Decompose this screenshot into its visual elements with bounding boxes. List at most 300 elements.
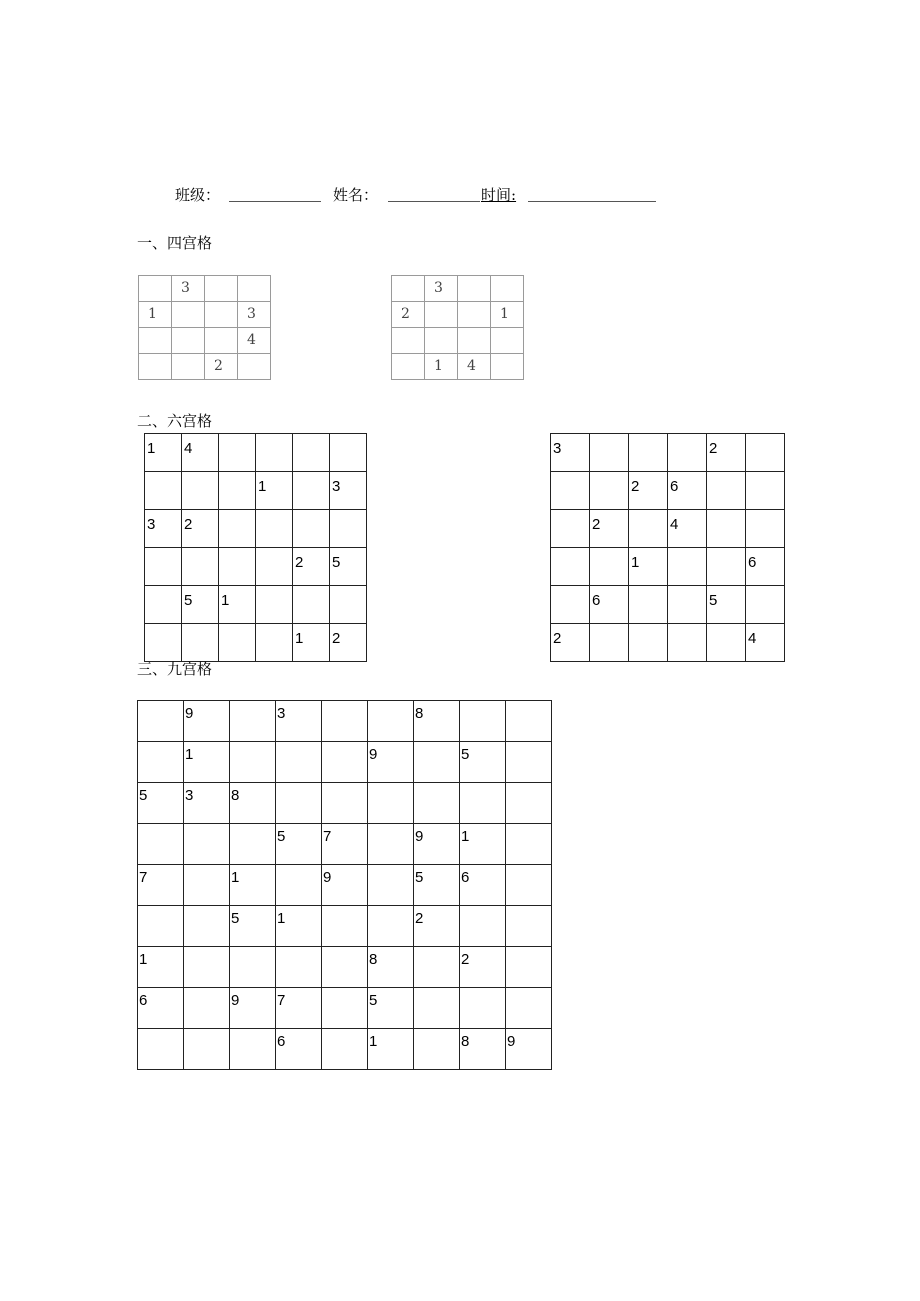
grid-cell[interactable] [460,783,506,824]
grid-cell[interactable] [322,783,368,824]
grid-cell[interactable] [414,988,460,1029]
cell-value [506,783,551,787]
grid-cell[interactable] [460,742,506,783]
grid-cell[interactable] [506,988,552,1029]
grid-cell[interactable] [322,947,368,988]
grid-row [139,354,271,380]
grid-cell[interactable] [182,624,219,662]
grid-cell[interactable] [414,701,460,742]
cell-value: 6 [748,554,757,571]
cell-value: 5 [184,592,193,609]
cell-value [590,624,628,630]
grid-cell[interactable] [293,434,330,472]
grid-cell[interactable] [184,1029,230,1070]
grid-row [392,328,524,354]
grid-cell[interactable] [219,586,256,624]
grid-cell[interactable] [414,906,460,947]
grid-cell[interactable] [138,947,184,988]
grid-cell[interactable] [707,548,746,586]
grid-cell[interactable] [184,824,230,865]
grid-cell[interactable] [238,276,271,302]
grid-cell[interactable] [139,328,172,354]
grid-cell[interactable] [219,548,256,586]
grid-cell[interactable] [219,472,256,510]
cell-value [668,586,706,592]
cell-value: 8 [415,705,424,722]
name-field[interactable] [388,201,480,202]
grid-cell[interactable] [172,354,205,380]
cell-value [368,701,413,705]
grid-cell[interactable] [368,865,414,906]
cell-value [392,354,424,358]
cell-value: 1 [185,746,194,763]
grid-cell[interactable] [139,276,172,302]
cell-value [629,586,667,592]
cell-value: 2 [553,630,562,647]
time-field[interactable] [528,201,656,202]
cell-value [629,624,667,630]
cell-value: 8 [231,787,240,804]
grid-cell[interactable] [551,624,590,662]
grid-cell[interactable] [414,947,460,988]
grid-cell[interactable] [491,302,524,328]
grid-cell[interactable] [506,947,552,988]
cell-value [425,302,457,306]
cell-value: 9 [185,705,194,722]
cell-value [551,548,589,554]
cell-value [629,510,667,516]
grid-cell[interactable] [460,824,506,865]
grid-row [145,586,367,624]
grid-cell[interactable] [668,434,707,472]
grid-cell[interactable] [425,328,458,354]
grid-cell[interactable] [184,742,230,783]
grid-cell[interactable] [458,354,491,380]
grid-cell[interactable] [746,548,785,586]
grid-cell[interactable] [392,354,425,380]
cell-value: 3 [247,306,256,322]
grid-cell[interactable] [368,783,414,824]
grid-cell[interactable] [460,865,506,906]
grid-cell[interactable] [138,783,184,824]
grid-cell[interactable] [293,548,330,586]
grid-cell[interactable] [322,742,368,783]
cell-value [551,472,589,478]
cell-value: 2 [401,306,410,322]
class-field[interactable] [229,201,321,202]
cell-value: 7 [139,869,148,886]
grid-cell[interactable] [491,276,524,302]
grid-cell[interactable] [138,824,184,865]
grid-cell[interactable] [276,701,322,742]
grid-cell[interactable] [491,354,524,380]
grid-row [138,865,552,906]
grid-cell[interactable] [256,624,293,662]
cell-value [590,434,628,440]
grid-cell[interactable] [184,947,230,988]
grid-cell[interactable] [551,472,590,510]
grid-cell[interactable] [230,1029,276,1070]
grid-cell[interactable] [491,328,524,354]
grid-row [138,988,552,1029]
cell-value [392,276,424,280]
grid-cell[interactable] [330,472,367,510]
cell-value: 1 [139,951,148,968]
cell-value: 2 [214,358,223,374]
grid-cell[interactable] [256,586,293,624]
cell-value [746,472,784,478]
grid-cell[interactable] [330,434,367,472]
cell-value [219,510,255,516]
grid-cell[interactable] [184,988,230,1029]
grid-cell[interactable] [219,510,256,548]
cell-value [145,472,181,478]
cell-value: 1 [147,440,156,457]
grid-cell[interactable] [368,988,414,1029]
cell-value [368,865,413,869]
grid-cell[interactable] [138,742,184,783]
grid-cell[interactable] [506,742,552,783]
grid-cell[interactable] [629,510,668,548]
grid-cell[interactable] [707,586,746,624]
grid-cell[interactable] [276,742,322,783]
grid-cell[interactable] [590,548,629,586]
grid-cell[interactable] [330,548,367,586]
grid-cell[interactable] [668,586,707,624]
grid-cell[interactable] [219,624,256,662]
cell-value: 1 [295,630,304,647]
grid-cell[interactable] [139,354,172,380]
grid-cell[interactable] [458,328,491,354]
cell-value [276,742,321,746]
cell-value: 1 [461,828,470,845]
grid-cell[interactable] [256,472,293,510]
grid-cell[interactable] [460,1029,506,1070]
grid-cell[interactable] [629,434,668,472]
cell-value [368,906,413,910]
grid-cell[interactable] [322,824,368,865]
cell-value: 2 [295,554,304,571]
grid-cell[interactable] [629,548,668,586]
grid-cell[interactable] [138,1029,184,1070]
cell-value [139,328,171,332]
cell-value [138,824,183,828]
cell-value [182,472,218,478]
cell-value [458,328,490,332]
grid-cell[interactable] [138,988,184,1029]
grid-cell[interactable] [629,624,668,662]
grid-cell[interactable] [707,434,746,472]
grid-cell[interactable] [184,783,230,824]
grid-cell[interactable] [551,586,590,624]
grid-cell[interactable] [551,434,590,472]
grid-cell[interactable] [256,434,293,472]
grid-row [138,783,552,824]
four-grid-b [391,275,524,380]
cell-value [276,865,321,869]
cell-value [139,354,171,358]
grid-cell[interactable] [506,1029,552,1070]
nine-grid [137,700,552,1070]
cell-value [460,906,505,910]
grid-cell[interactable] [590,472,629,510]
cell-value [368,824,413,828]
grid-cell[interactable] [460,701,506,742]
grid-cell[interactable] [238,302,271,328]
grid-cell[interactable] [506,701,552,742]
grid-row [392,302,524,328]
grid-cell[interactable] [425,276,458,302]
grid-cell[interactable] [414,824,460,865]
grid-cell[interactable] [590,434,629,472]
cell-value [139,276,171,280]
cell-value [368,783,413,787]
grid-cell[interactable] [256,510,293,548]
grid-cell[interactable] [590,510,629,548]
cell-value: 5 [277,828,286,845]
grid-cell[interactable] [256,548,293,586]
grid-cell[interactable] [414,865,460,906]
cell-value [322,783,367,787]
grid-cell[interactable] [368,947,414,988]
grid-cell[interactable] [368,1029,414,1070]
cell-value [746,434,784,440]
cell-value [172,328,204,332]
grid-cell[interactable] [590,586,629,624]
grid-cell[interactable] [276,783,322,824]
grid-cell[interactable] [458,302,491,328]
cell-value [184,988,229,992]
grid-cell[interactable] [276,906,322,947]
cell-value [707,548,745,554]
grid-cell[interactable] [145,434,182,472]
grid-cell[interactable] [238,328,271,354]
cell-value [184,947,229,951]
cell-value [506,947,551,951]
cell-value [322,742,367,746]
cell-value [491,328,523,332]
cell-value: 9 [369,746,378,763]
cell-value: 3 [332,478,341,495]
grid-cell[interactable] [629,586,668,624]
cell-value [205,328,237,332]
cell-value [256,510,292,516]
grid-cell[interactable] [182,548,219,586]
grid-row [145,472,367,510]
cell-value [414,1029,459,1033]
cell-value: 6 [277,1033,286,1050]
grid-cell[interactable] [746,510,785,548]
grid-cell[interactable] [506,906,552,947]
grid-cell[interactable] [368,824,414,865]
grid-cell[interactable] [182,472,219,510]
cell-value [414,947,459,951]
cell-value [746,586,784,592]
cell-value: 8 [461,1033,470,1050]
grid-cell[interactable] [392,328,425,354]
cell-value: 4 [184,440,193,457]
grid-cell[interactable] [293,586,330,624]
grid-cell[interactable] [668,472,707,510]
cell-value [219,548,255,554]
grid-cell[interactable] [230,947,276,988]
grid-cell[interactable] [746,586,785,624]
cell-value [138,1029,183,1033]
grid-cell[interactable] [707,472,746,510]
grid-cell[interactable] [746,434,785,472]
cell-value [460,783,505,787]
grid-cell[interactable] [205,328,238,354]
grid-cell[interactable] [138,865,184,906]
grid-cell[interactable] [172,302,205,328]
cell-value [256,586,292,592]
cell-value [551,510,589,516]
grid-cell[interactable] [668,548,707,586]
cell-value [205,276,237,280]
grid-cell[interactable] [293,472,330,510]
grid-cell[interactable] [460,988,506,1029]
grid-cell[interactable] [330,586,367,624]
cell-value: 1 [231,869,240,886]
grid-cell[interactable] [551,548,590,586]
grid-cell[interactable] [322,906,368,947]
grid-cell[interactable] [145,510,182,548]
grid-row [392,354,524,380]
cell-value [256,548,292,554]
cell-value [276,947,321,951]
cell-value [256,624,292,630]
grid-cell[interactable] [707,510,746,548]
grid-cell[interactable] [145,586,182,624]
grid-cell[interactable] [392,302,425,328]
grid-cell[interactable] [138,701,184,742]
cell-value: 3 [147,516,156,533]
grid-cell[interactable] [746,624,785,662]
cell-value [219,434,255,440]
grid-cell[interactable] [368,742,414,783]
six-grid-a [144,433,367,662]
grid-cell[interactable] [460,947,506,988]
grid-cell[interactable] [458,276,491,302]
grid-cell[interactable] [230,742,276,783]
cell-value [230,824,275,828]
cell-value: 9 [507,1033,516,1050]
grid-cell[interactable] [276,988,322,1029]
grid-cell[interactable] [205,354,238,380]
cell-value [138,906,183,910]
grid-cell[interactable] [293,510,330,548]
grid-cell[interactable] [629,472,668,510]
cell-value: 4 [467,358,476,374]
grid-cell[interactable] [322,988,368,1029]
grid-cell[interactable] [172,328,205,354]
grid-cell[interactable] [276,824,322,865]
grid-cell[interactable] [425,354,458,380]
grid-cell[interactable] [184,701,230,742]
cell-value: 4 [247,332,256,348]
cell-value [330,434,366,440]
cell-value [322,906,367,910]
grid-cell[interactable] [414,783,460,824]
cell-value [330,586,366,592]
grid-cell[interactable] [322,865,368,906]
grid-cell[interactable] [330,510,367,548]
grid-cell[interactable] [172,276,205,302]
grid-cell[interactable] [668,624,707,662]
grid-cell[interactable] [425,302,458,328]
cell-value [322,947,367,951]
cell-value [205,302,237,306]
grid-cell[interactable] [182,434,219,472]
grid-cell[interactable] [139,302,172,328]
grid-cell[interactable] [230,783,276,824]
cell-value: 5 [415,869,424,886]
cell-value: 2 [592,516,601,533]
grid-cell[interactable] [414,742,460,783]
cell-value [322,1029,367,1033]
grid-cell[interactable] [746,472,785,510]
grid-cell[interactable] [230,906,276,947]
cell-value [460,988,505,992]
grid-cell[interactable] [506,824,552,865]
grid-cell[interactable] [205,276,238,302]
cell-value: 3 [185,787,194,804]
grid-cell[interactable] [138,906,184,947]
grid-cell[interactable] [368,701,414,742]
grid-cell[interactable] [414,1029,460,1070]
grid-cell[interactable] [322,1029,368,1070]
cell-value [414,742,459,746]
grid-cell[interactable] [506,865,552,906]
grid-cell[interactable] [330,624,367,662]
grid-cell[interactable] [460,906,506,947]
grid-cell[interactable] [276,865,322,906]
grid-cell[interactable] [219,434,256,472]
grid-cell[interactable] [145,472,182,510]
grid-cell[interactable] [145,624,182,662]
grid-cell[interactable] [506,783,552,824]
grid-cell[interactable] [590,624,629,662]
grid-cell[interactable] [668,510,707,548]
cell-value: 9 [231,992,240,1009]
cell-value [230,742,275,746]
grid-cell[interactable] [368,906,414,947]
grid-row [551,510,785,548]
grid-cell[interactable] [707,624,746,662]
grid-cell[interactable] [205,302,238,328]
grid-cell[interactable] [276,1029,322,1070]
grid-cell[interactable] [182,586,219,624]
cell-value [506,701,551,705]
grid-cell[interactable] [551,510,590,548]
grid-cell[interactable] [230,701,276,742]
grid-cell[interactable] [145,548,182,586]
grid-cell[interactable] [276,947,322,988]
grid-cell[interactable] [182,510,219,548]
grid-cell[interactable] [184,865,230,906]
cell-value [506,865,551,869]
grid-cell[interactable] [238,354,271,380]
grid-cell[interactable] [392,276,425,302]
grid-cell[interactable] [230,824,276,865]
cell-value [145,586,181,592]
grid-cell[interactable] [184,906,230,947]
grid-cell[interactable] [322,701,368,742]
grid-cell[interactable] [230,988,276,1029]
cell-value [138,742,183,746]
grid-cell[interactable] [293,624,330,662]
grid-cell[interactable] [230,865,276,906]
